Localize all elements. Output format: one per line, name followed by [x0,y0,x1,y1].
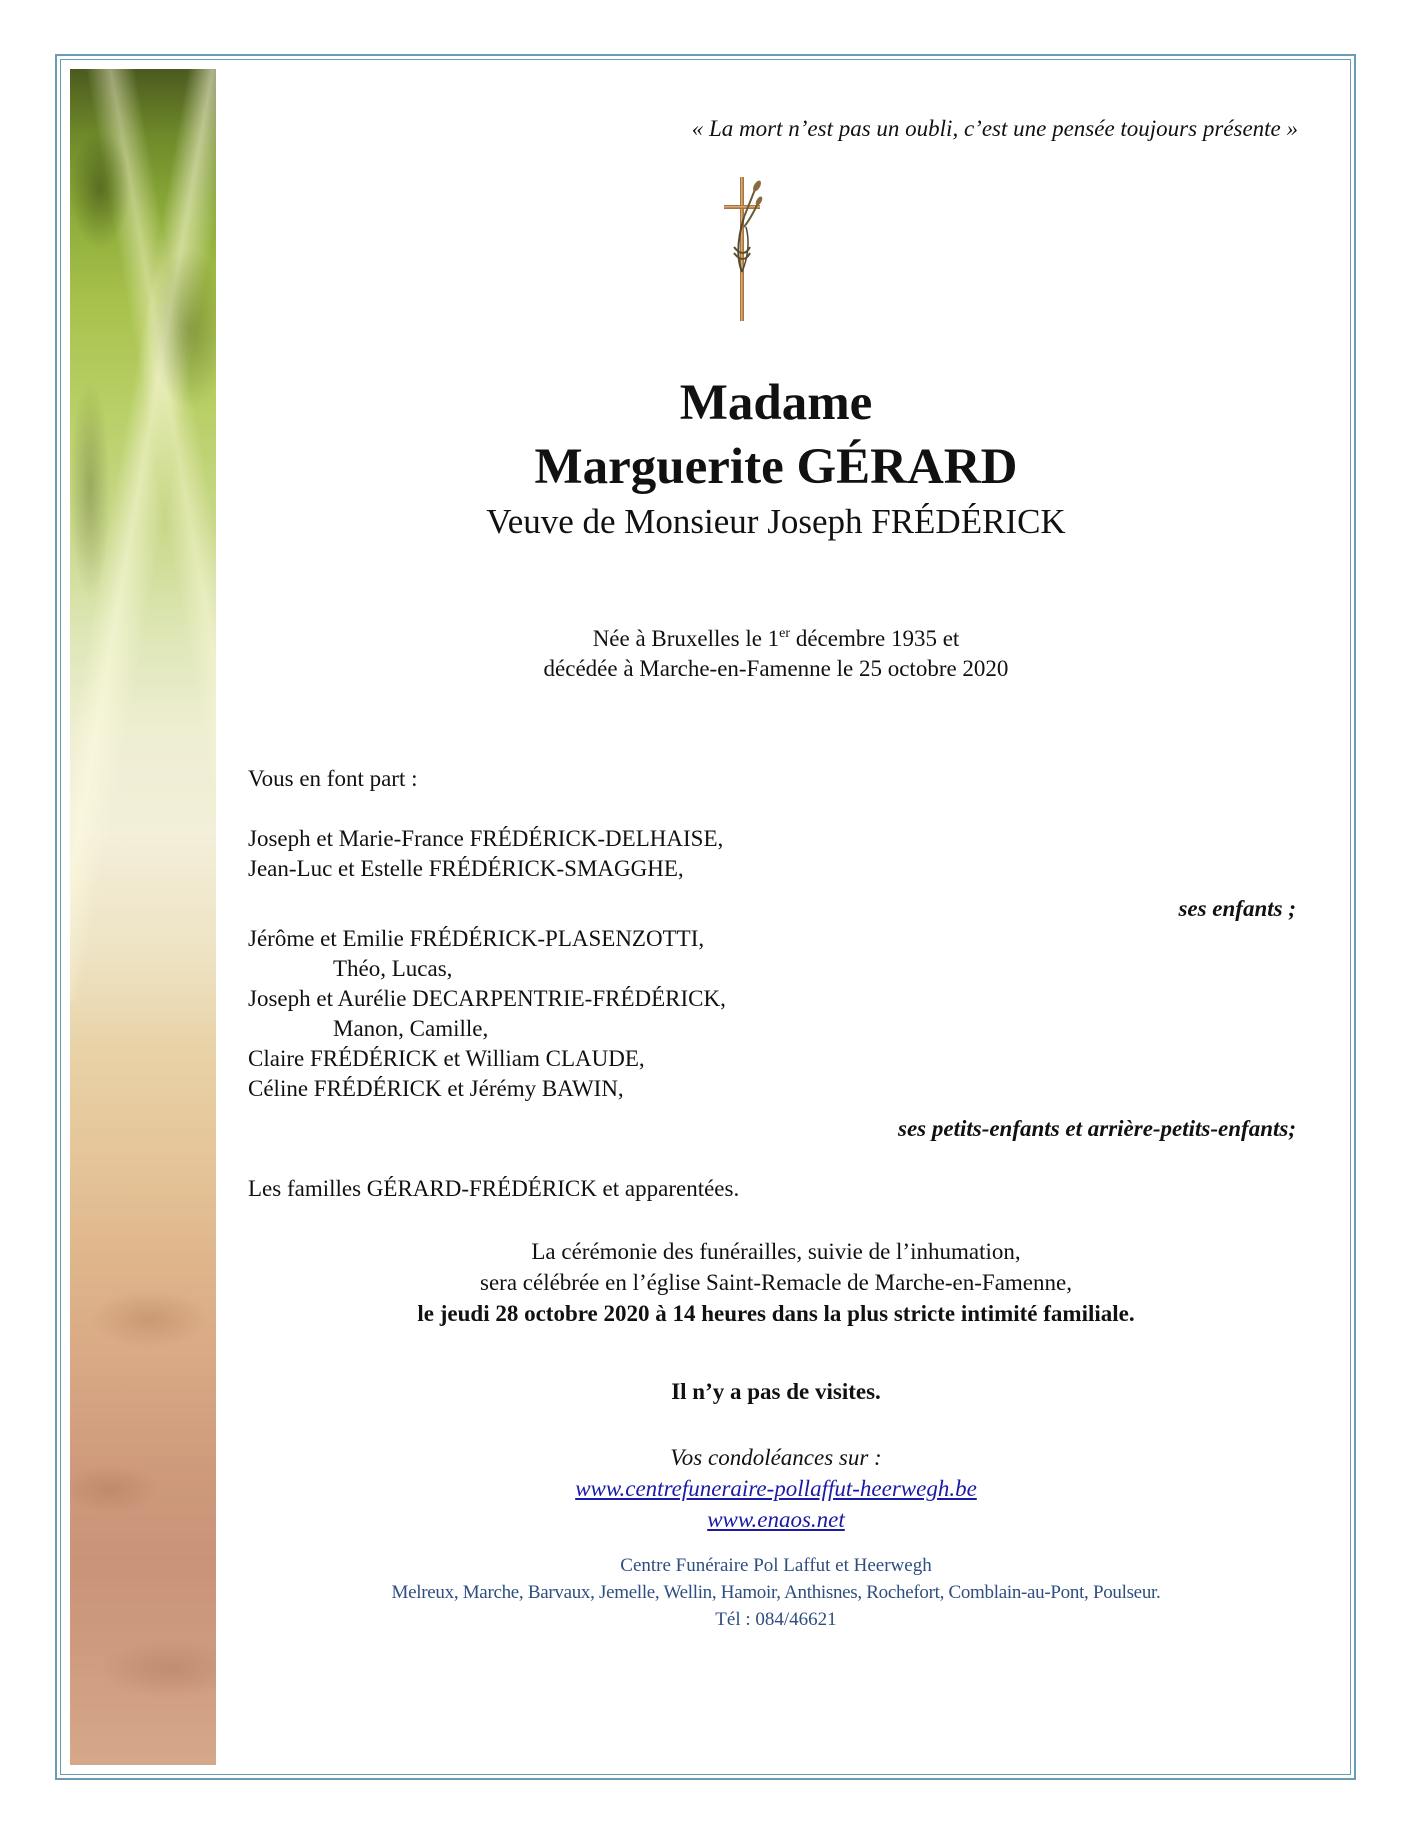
deceased-name: Marguerite GÉRARD [534,439,1018,495]
condolences-label: Vos condoléances sur : [670,1445,882,1470]
grandchild-line: Joseph et Aurélie DECARPENTRIE-FRÉDÉRICK, [248,986,726,1011]
forest-path-photo [70,69,216,1765]
announce-intro: Vous en font part : [248,766,418,791]
birth-line [246,624,1306,654]
cross-icon [720,177,764,321]
child-line: Joseph et Marie-France FRÉDÉRICK-DELHAISE, [248,826,724,851]
grandchild-line: Manon, Camille, [333,1016,489,1041]
widow-of-line: Veuve de Monsieur Joseph FRÉDÉRICK [486,502,1066,541]
grandchild-line: Claire FRÉDÉRICK et William CLAUDE, [248,1046,645,1071]
ceremony-line: La cérémonie des funérailles, suivie de l’inhumation, [531,1239,1021,1264]
families-line: Les familles GÉRARD-FRÉDÉRICK et apparentées. [248,1176,740,1201]
grandchild-line: Théo, Lucas, [333,956,453,981]
grandchildren-label: ses petits-enfants et arrière-petits-enfants; [898,1116,1296,1141]
death-line: décédée à Marche-en-Famenne le 25 octobre 2020 [543,656,1009,681]
footer-phone: Tél : 084/46621 [715,1609,837,1630]
birth-suffix: décembre 1935 et [790,626,960,651]
birth-ordinal: er [779,626,791,641]
birth-prefix: Née à Bruxelles le 1 [592,626,780,651]
footer-locations: Melreux, Marche, Barvaux, Jemelle, Wellin, Hamoir, Anthisnes, Rochefort, Comblain-au-Pont, Poulseur. [391,1582,1161,1603]
child-line: Jean-Luc et Estelle FRÉDÉRICK-SMAGGHE, [248,856,684,881]
funeral-center-link[interactable]: www.centrefuneraire-pollaffut-heerwegh.be [575,1476,977,1501]
footer-company-name: Centre Funéraire Pol Laffut et Heerwegh [620,1555,932,1576]
no-visits-notice: Il n’y a pas de visites. [671,1379,881,1404]
ceremony-date-line: le jeudi 28 octobre 2020 à 14 heures dans la plus stricte intimité familiale. [417,1301,1135,1326]
ceremony-line: sera célébrée en l’église Saint-Remacle de Marche-en-Famenne, [480,1270,1072,1295]
grandchild-line: Céline FRÉDÉRICK et Jérémy BAWIN, [248,1076,624,1101]
title-honorific: Madame [679,375,873,431]
grandchild-line: Jérôme et Emilie FRÉDÉRICK-PLASENZOTTI, [248,926,705,951]
enaos-link[interactable]: www.enaos.net [707,1507,845,1532]
memorial-quote: « La mort n’est pas un oubli, c’est une pensée toujours présente » [691,116,1298,141]
children-label: ses enfants ; [1178,896,1296,921]
